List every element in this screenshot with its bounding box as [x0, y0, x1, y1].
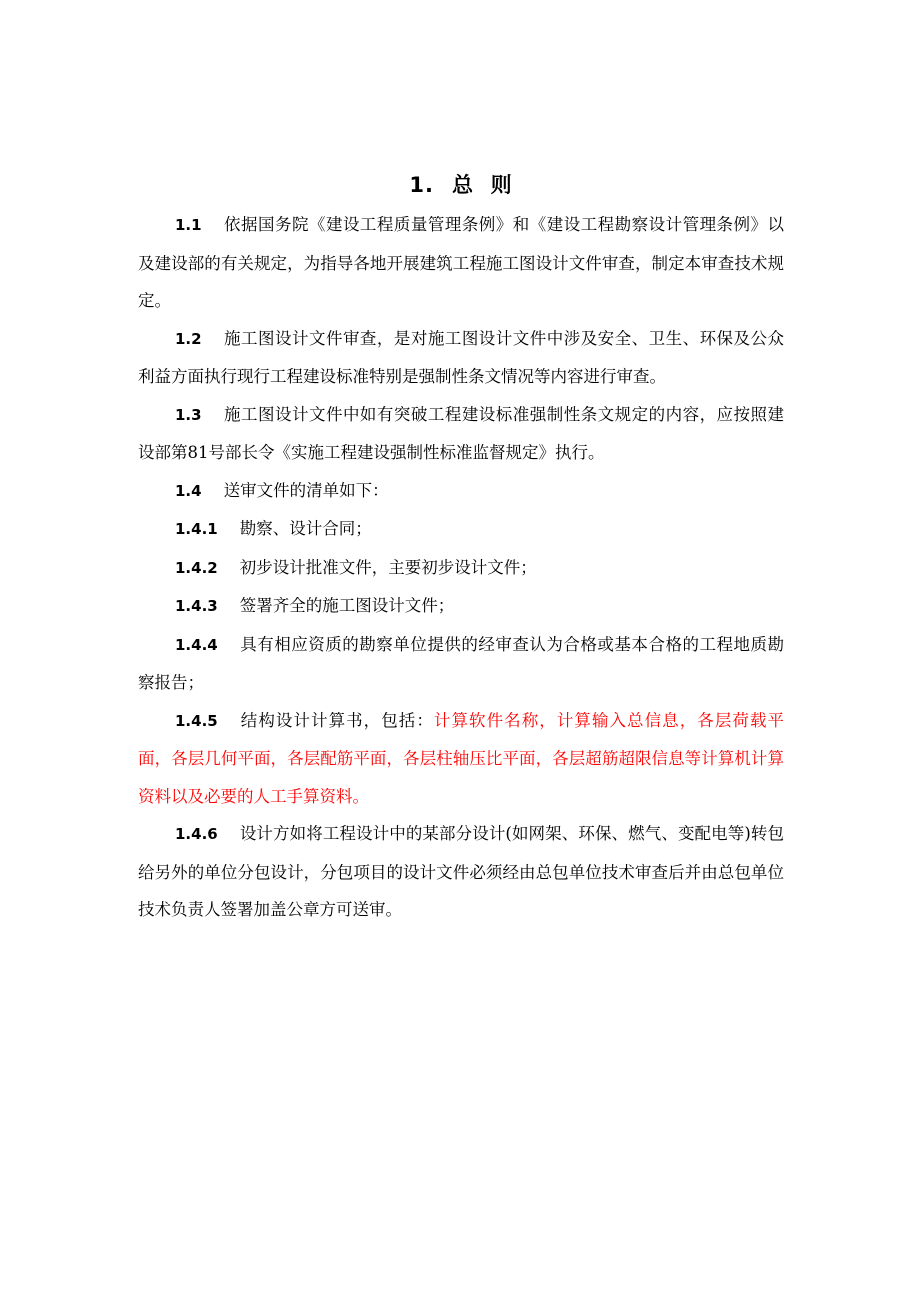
clause-number: 1.4 — [175, 481, 202, 500]
clause-number: 1.1 — [175, 216, 202, 234]
clause-text: 结构设计计算书，包括： — [239, 710, 434, 730]
clause-number: 1.4.6 — [175, 825, 218, 843]
section-number: 1. — [409, 173, 434, 197]
clause-number: 1.4.5 — [175, 711, 218, 730]
clause-number: 1.4.1 — [175, 520, 218, 538]
clause-1-4-6 — [138, 815, 784, 929]
clause-1-4-2 — [138, 549, 784, 588]
clause-number: 1.4.3 — [175, 597, 218, 615]
clause-text: 勘察、设计合同； — [239, 519, 372, 538]
clause-1-4-1 — [138, 510, 784, 549]
clause-text: 送审文件的清单如下： — [223, 480, 389, 500]
clause-1-1 — [138, 206, 784, 320]
clause-text: 施工图设计文件审查，是对施工图设计文件中涉及安全、卫生、环保及公众利益方面执行现行工程建设标准特别是强制性条文情况等内容进行审查。 — [138, 328, 784, 386]
section-title — [138, 168, 784, 202]
clause-text: 签署齐全的施工图设计文件； — [239, 596, 455, 615]
section-heading: 总 则 — [451, 173, 513, 197]
clause-number: 1.3 — [175, 405, 202, 424]
clause-1-4-5 — [138, 702, 784, 816]
clause-1-4 — [138, 472, 784, 511]
document-page — [138, 168, 784, 929]
clause-1-4-4 — [138, 626, 784, 702]
clause-number: 1.4.4 — [175, 635, 218, 654]
clause-number: 1.2 — [175, 329, 202, 348]
clause-highlight-text: 计算软件名称，计算输入总信息，各层荷载平面，各层几何平面，各层配筋平面，各层柱轴压比平面，各层超筋超限信息等计算机计算资料以及必要的人工手算资料。 — [138, 710, 785, 806]
clause-text: 施工图设计文件中如有突破工程建设标准强制性条文规定的内容，应按照建设部第81号部长令《实施工程建设强制性标准监督规定》执行。 — [138, 404, 784, 462]
clause-1-3 — [138, 396, 784, 472]
clause-text: 具有相应资质的勘察单位提供的经审查认为合格或基本合格的工程地质勘察报告； — [138, 634, 784, 692]
clause-text: 设计方如将工程设计中的某部分设计(如网架、环保、燃气、变配电等)转包给另外的单位分包设计，分包项目的设计文件必须经由总包单位技术审查后并由总包单位技术负责人签署加盖公章方可送审。 — [138, 824, 784, 919]
clause-1-2 — [138, 320, 784, 396]
clause-1-4-3 — [138, 587, 784, 626]
clause-number: 1.4.2 — [175, 558, 218, 577]
clause-text: 依据国务院《建设工程质量管理条例》和《建设工程勘察设计管理条例》以及建设部的有关规定，为指导各地开展建筑工程施工图设计文件审查，制定本审查技术规定。 — [138, 215, 784, 310]
clause-text: 初步设计批准文件，主要初步设计文件； — [239, 557, 537, 577]
